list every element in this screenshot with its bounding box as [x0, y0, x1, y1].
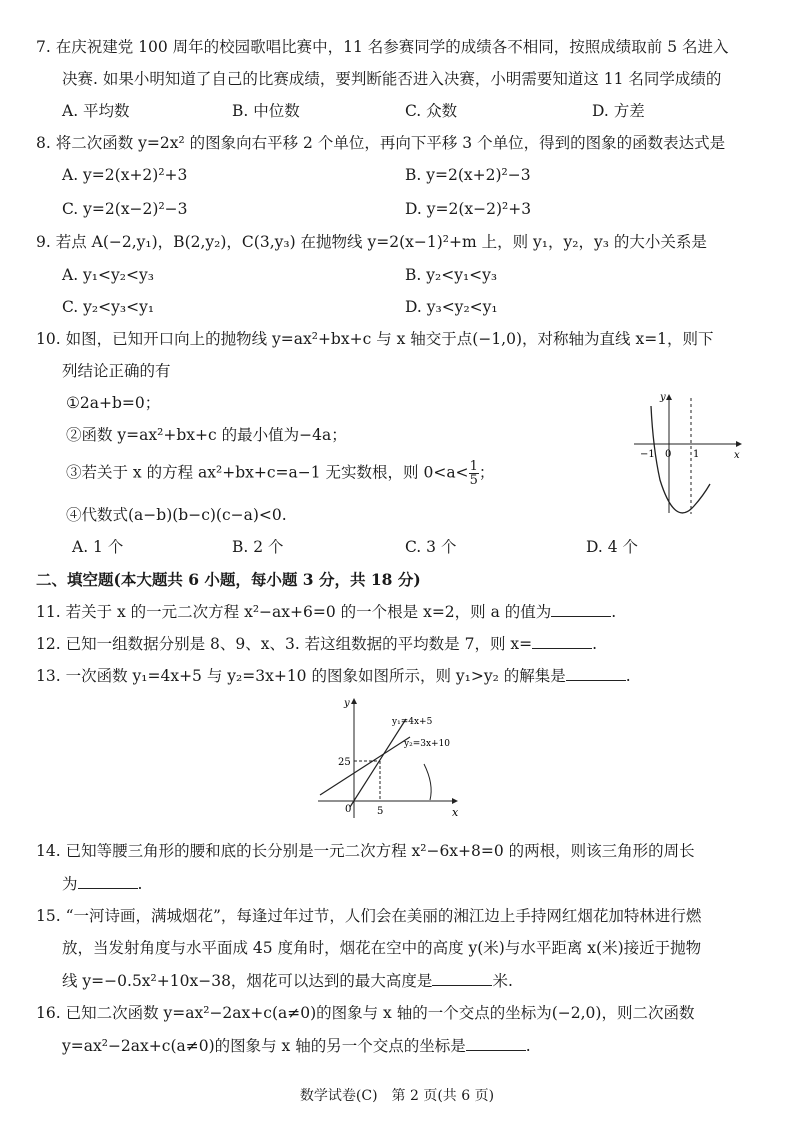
label-line-y1: y₁=4x+5 — [392, 717, 433, 727]
q7-option-d: D. 方差 — [592, 102, 645, 120]
q12-text: 12. 已知一组数据分别是 8、9、x、3. 若这组数据的平均数是 7，则 x= — [36, 635, 533, 653]
mark-stroke — [424, 764, 431, 800]
q16-line2 — [62, 1034, 531, 1057]
q9-option-a: A. y₁<y₂<y₃ — [62, 266, 154, 284]
q13-end: . — [625, 667, 631, 685]
q14-line1: 14. 已知等腰三角形的腰和底的长分别是一元二次方程 x²−6x+8=0 的两根，则该三角形的周长 — [36, 842, 695, 860]
y-axis-arrow — [351, 698, 357, 704]
q10-conclusion-2: ②函数 y=ax²+bx+c 的最小值为−4a； — [66, 426, 347, 444]
q16-line1: 16. 已知二次函数 y=ax²−2ax+c(a≠0)的图象与 x 轴的一个交点的坐标为(−2,0)，则二次函数 — [36, 1004, 695, 1022]
label-line-y2: y₂=3x+10 — [404, 739, 451, 749]
q16-line2-text: y=ax²−2ax+c(a≠0)的图象与 x 轴的另一个交点的坐标是 — [62, 1037, 466, 1055]
parabola-curve — [651, 406, 710, 513]
q12 — [36, 632, 597, 655]
q10-line2: 列结论正确的有 — [62, 362, 171, 380]
q7-line2: 决赛. 如果小明知道了自己的比赛成绩，要判断能否进入决赛，小明需要知道这 11 名同学成绩的 — [62, 70, 722, 88]
q10-option-b: B. 2 个 — [232, 538, 284, 556]
fraction-one-fifth — [469, 460, 479, 487]
q13 — [36, 664, 631, 687]
q15-line2: 放，当发射角度与水平面成 45 度角时，烟花在空中的高度 y(米)与水平距离 x(米)接近于抛物 — [62, 939, 702, 957]
q14-line2 — [62, 872, 142, 895]
q12-answer-blank[interactable] — [532, 632, 592, 649]
page-footer: 数学试卷(C) 第 2 页(共 6 页) — [299, 1088, 495, 1104]
q13-text: 13. 一次函数 y₁=4x+5 与 y₂=3x+10 的图象如图所示，则 y₁>y₂ 的解集是 — [36, 667, 566, 685]
graph-label-x: x — [734, 450, 740, 461]
linear-functions-figure — [312, 692, 482, 822]
label-25: 25 — [338, 757, 351, 768]
q10-conclusion-3 — [66, 460, 494, 487]
q15-line1: 15. “一河诗画，满城烟花”，每逢过年过节，人们会在美丽的湘江边上手持网红烟花加特林进行燃 — [36, 907, 702, 925]
q8-option-d: D. y=2(x−2)²+3 — [405, 200, 532, 218]
q15-line3 — [62, 969, 513, 992]
section-2-heading: 二、填空题(本大题共 6 小题，每小题 3 分，共 18 分) — [36, 570, 421, 589]
q16-end: . — [525, 1037, 531, 1055]
label-5: 5 — [377, 806, 384, 817]
q8-option-b: B. y=2(x+2)²−3 — [405, 166, 531, 184]
graph-label-one: 1 — [693, 449, 700, 460]
x-axis-arrow — [736, 441, 742, 447]
q7-option-b: B. 中位数 — [232, 102, 300, 120]
q10-line1: 10. 如图，已知开口向上的抛物线 y=ax²+bx+c 与 x 轴交于点(−1,0)，对称轴为直线 x=1，则下 — [36, 330, 714, 348]
parabola-figure — [630, 388, 750, 518]
q11-end: . — [611, 603, 617, 621]
label-x: x — [452, 806, 459, 819]
q11-answer-blank[interactable] — [551, 600, 611, 617]
q10-conclusion-1: ①2a+b=0； — [66, 394, 161, 412]
q9-option-c: C. y₂<y₃<y₁ — [62, 298, 155, 316]
q10-option-d: D. 4 个 — [586, 538, 639, 556]
x-axis-arrow — [452, 798, 458, 804]
q15-line3-text: 线 y=−0.5x²+10x−38，烟花可以达到的最大高度是 — [62, 972, 433, 990]
q11 — [36, 600, 616, 623]
q10-conclusion-3-end: ； — [478, 463, 495, 482]
q13-answer-blank[interactable] — [566, 664, 626, 681]
label-origin: 0 — [345, 804, 352, 815]
q7-line1: 7. 在庆祝建党 100 周年的校园歌唱比赛中，11 名参赛同学的成绩各不相同，按照成绩取前 5 名进入 — [36, 38, 729, 56]
q15-unit: 米. — [492, 972, 513, 990]
q10-conclusion-4: ④代数式(a−b)(b−c)(c−a)<0. — [66, 506, 287, 524]
q9-option-b: B. y₂<y₁<y₃ — [405, 266, 498, 284]
q10-conclusion-3-text: ③若关于 x 的方程 ax²+bx+c=a−1 无实数根，则 0<a< — [66, 463, 469, 482]
q12-end: . — [592, 635, 598, 653]
line-y1 — [350, 719, 406, 807]
q14-answer-blank[interactable] — [78, 872, 138, 889]
q9-option-d: D. y₃<y₂<y₁ — [405, 298, 498, 316]
graph-label-origin: 0 — [665, 449, 672, 460]
q14-line2-text: 为 — [62, 875, 78, 893]
fraction-numerator: 1 — [469, 459, 478, 474]
fraction-denominator: 5 — [469, 473, 478, 488]
q8-option-a: A. y=2(x+2)²+3 — [62, 166, 188, 184]
q14-end: . — [137, 875, 143, 893]
y-axis-arrow — [666, 394, 672, 400]
q8-stem: 8. 将二次函数 y=2x² 的图象向右平移 2 个单位，再向下平移 3 个单位，得到的图象的函数表达式是 — [36, 134, 726, 152]
q16-answer-blank[interactable] — [466, 1034, 526, 1051]
q7-option-a: A. 平均数 — [62, 102, 130, 120]
q15-answer-blank[interactable] — [432, 969, 492, 986]
q10-option-a: A. 1 个 — [72, 538, 124, 556]
q11-text: 11. 若关于 x 的一元二次方程 x²−ax+6=0 的一个根是 x=2，则 a 的值为 — [36, 603, 552, 621]
q7-option-c: C. 众数 — [405, 102, 458, 120]
label-y: y — [344, 698, 350, 709]
q9-stem: 9. 若点 A(−2,y₁)，B(2,y₂)，C(3,y₃) 在抛物线 y=2(x−1)²+m 上，则 y₁，y₂，y₃ 的大小关系是 — [36, 233, 707, 251]
q10-option-c: C. 3 个 — [405, 538, 457, 556]
q8-option-c: C. y=2(x−2)²−3 — [62, 200, 188, 218]
graph-label-minus1: −1 — [640, 449, 655, 460]
graph-label-y: y — [660, 392, 666, 403]
line-y2 — [320, 737, 410, 795]
